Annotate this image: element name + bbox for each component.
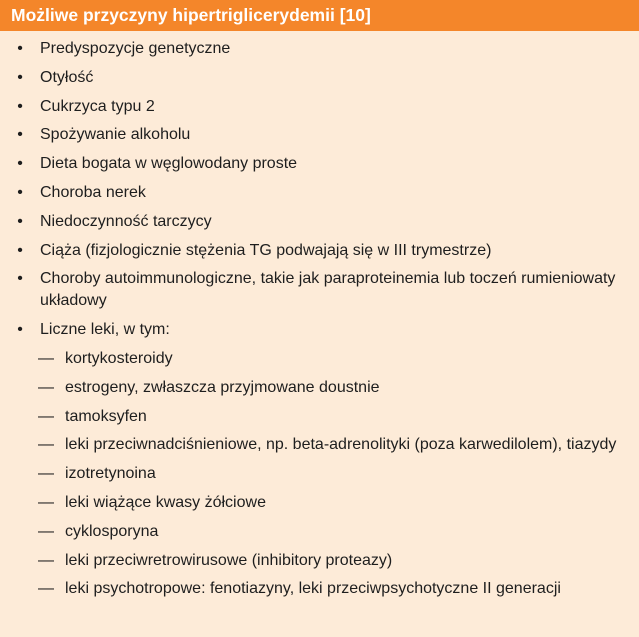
- list-item-text: Predyspozycje genetyczne: [40, 40, 231, 57]
- dash-icon: —: [38, 436, 54, 454]
- list-item: [0, 268, 639, 312]
- list-item-text: Choroby autoimmunologiczne, takie jak paraproteinemia lub toczeń rumieniowaty układowy: [40, 270, 616, 310]
- dash-icon: —: [38, 349, 54, 367]
- list-item: [0, 38, 639, 60]
- list-item: [0, 124, 639, 146]
- sub-list-item-text: kortykosteroidy: [65, 349, 173, 367]
- dash-icon: —: [38, 493, 54, 511]
- dash-icon: —: [38, 378, 54, 396]
- list-item: [0, 182, 639, 204]
- bullet-icon: •: [17, 155, 23, 173]
- bullet-icon: •: [17, 321, 23, 339]
- list-item: [0, 96, 639, 118]
- bullet-icon: •: [17, 97, 23, 115]
- dash-icon: —: [38, 465, 54, 483]
- sub-list-item-text: leki przeciwretrowirusowe (inhibitory proteazy): [65, 551, 393, 569]
- sub-list-item: [0, 406, 639, 428]
- list-item-text: Cukrzyca typu 2: [40, 97, 155, 115]
- sub-list-item: [0, 521, 639, 543]
- box-title: Możliwe przyczyny hipertriglicerydemii [10]: [0, 0, 639, 31]
- list-item: [0, 240, 639, 262]
- bullet-icon: •: [17, 40, 23, 57]
- dash-icon: —: [38, 551, 54, 569]
- sub-list-item-text: izotretynoina: [65, 465, 156, 483]
- list-item: [0, 67, 639, 89]
- sub-list-item-text: leki wiążące kwasy żółciowe: [65, 493, 266, 511]
- bullet-icon: •: [17, 68, 23, 86]
- sub-list-item: [0, 492, 639, 514]
- list-item-text: Dieta bogata w węglowodany proste: [40, 155, 298, 173]
- list-item-text: Niedoczynność tarczycy: [40, 212, 212, 230]
- list-item: [0, 211, 639, 233]
- sub-list-item: [0, 463, 639, 485]
- dash-icon: —: [38, 407, 54, 425]
- sub-list-item-text: leki psychotropowe: fenotiazyny, leki przeciwpsychotyczne II generacji: [65, 580, 561, 598]
- bullet-icon: •: [17, 126, 23, 144]
- sub-list-item-text: tamoksyfen: [65, 407, 147, 425]
- causes-list: [0, 31, 639, 600]
- bullet-icon: •: [17, 270, 23, 288]
- sub-list-item: [0, 578, 639, 600]
- sub-list-item: [0, 550, 639, 572]
- list-item: [0, 319, 639, 341]
- sub-list-item: [0, 377, 639, 399]
- dash-icon: —: [38, 580, 54, 598]
- dash-icon: —: [38, 522, 54, 540]
- list-item-text: Choroba nerek: [40, 183, 146, 201]
- sub-list-item: [0, 434, 639, 456]
- list-item-text: Liczne leki, w tym:: [40, 321, 170, 339]
- sub-list-item-text: cyklosporyna: [65, 522, 159, 540]
- sub-list-item-text: leki przeciwnadciśnieniowe, np. beta-adrenolityki (poza karwedilolem), tiazydy: [65, 436, 617, 454]
- list-item: [0, 153, 639, 175]
- bullet-icon: •: [17, 241, 23, 259]
- bullet-icon: •: [17, 212, 23, 230]
- list-item-text: Spożywanie alkoholu: [40, 126, 191, 144]
- list-item-text: Ciąża (fizjologicznie stężenia TG podwajają się w III trymestrze): [40, 241, 492, 259]
- list-item-text: Otyłość: [40, 68, 94, 86]
- bullet-icon: •: [17, 183, 23, 201]
- sub-list-item-text: estrogeny, zwłaszcza przyjmowane doustnie: [65, 378, 380, 396]
- sub-list-item: [0, 348, 639, 370]
